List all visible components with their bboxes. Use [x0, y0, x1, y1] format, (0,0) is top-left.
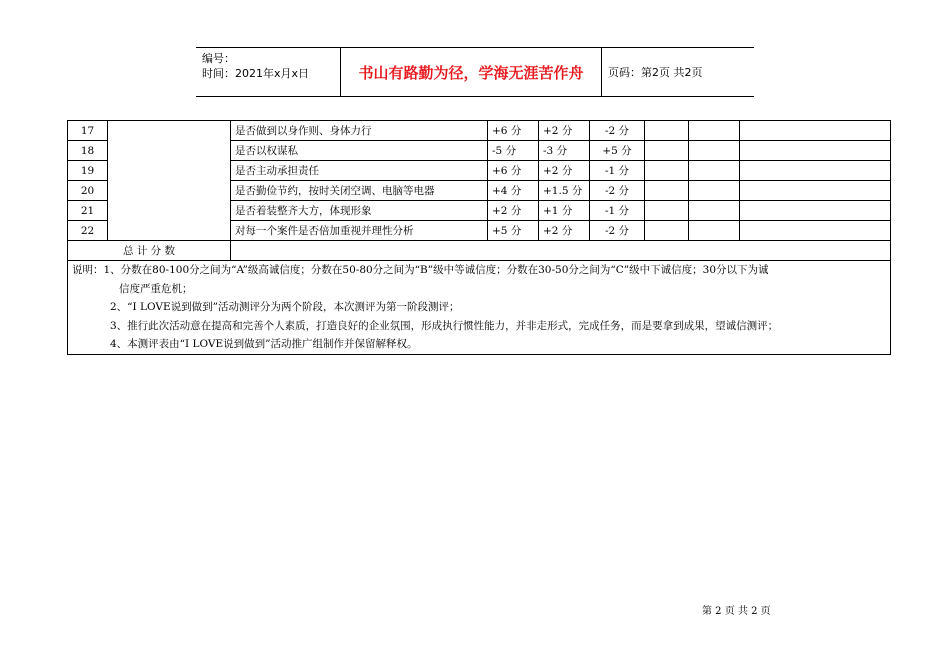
score-mid: +1.5 分 — [539, 181, 590, 201]
blank-cell — [645, 201, 689, 221]
blank-cell — [645, 121, 689, 141]
blank-cell — [689, 221, 740, 241]
score-mid: -3 分 — [539, 141, 590, 161]
notes-row — [68, 261, 891, 355]
header-meta — [202, 51, 337, 81]
total-label: 总 计 分 数 — [68, 241, 231, 261]
score-low: +5 分 — [590, 141, 645, 161]
total-value-cell — [231, 241, 891, 261]
row-item: 是否主动承担责任 — [231, 161, 488, 181]
header-divider — [601, 48, 602, 96]
blank-cell — [689, 121, 740, 141]
blank-cell — [689, 141, 740, 161]
blank-cell — [740, 221, 891, 241]
score-high: +6 分 — [488, 161, 539, 181]
note-3: 3、推行此次活动意在提高和完善个人素质，打造良好的企业氛围，形成执行惯性能力，并非走形式，完成任务，而是要拿到成果，望诚信测评； — [110, 319, 779, 332]
score-high: +2 分 — [488, 201, 539, 221]
score-high: +5 分 — [488, 221, 539, 241]
row-number: 22 — [68, 221, 108, 241]
row-item: 是否勤俭节约，按时关闭空调、电脑等电器 — [231, 181, 488, 201]
blank-cell — [689, 161, 740, 181]
page-footer: 第 2 页 共 2 页 — [702, 606, 771, 617]
score-mid: +2 分 — [539, 121, 590, 141]
note-1-continued: 信度严重危机； — [119, 282, 193, 295]
score-low: -2 分 — [590, 221, 645, 241]
row-number: 17 — [68, 121, 108, 141]
header-code: 编号： — [202, 52, 235, 65]
notes-cell — [68, 261, 891, 355]
header-time: 时间：2021年x月x日 — [202, 67, 310, 80]
row-number: 18 — [68, 141, 108, 161]
category-cell — [108, 121, 231, 241]
row-item: 是否以权谋私 — [231, 141, 488, 161]
score-low: -2 分 — [590, 121, 645, 141]
note-4: 4、本测评表由“I LOVE说到做到”活动推广组制作并保留解释权。 — [110, 338, 418, 350]
score-mid: +1 分 — [539, 201, 590, 221]
row-item: 对每一个案件是否倍加重视并理性分析 — [231, 221, 488, 241]
note-2: 2、“I LOVE说到做到”活动测评分为两个阶段，本次测评为第一阶段测评； — [110, 301, 460, 313]
score-low: -1 分 — [590, 161, 645, 181]
table-row — [68, 121, 891, 141]
row-item: 是否着装整齐大方，体现形象 — [231, 201, 488, 221]
header-page-number: 页码：第2页 共2页 — [608, 66, 703, 79]
blank-cell — [740, 141, 891, 161]
score-high: +6 分 — [488, 121, 539, 141]
score-mid: +2 分 — [539, 161, 590, 181]
blank-cell — [645, 221, 689, 241]
score-mid: +2 分 — [539, 221, 590, 241]
row-number: 19 — [68, 161, 108, 181]
blank-cell — [740, 201, 891, 221]
blank-cell — [689, 201, 740, 221]
blank-cell — [689, 181, 740, 201]
row-number: 21 — [68, 201, 108, 221]
blank-cell — [740, 181, 891, 201]
score-low: -2 分 — [590, 181, 645, 201]
row-item: 是否做到以身作则、身体力行 — [231, 121, 488, 141]
score-high: +4 分 — [488, 181, 539, 201]
blank-cell — [740, 121, 891, 141]
note-1: 说明：1、分数在80-100分之间为“A”级高诚信度；分数在50-80分之间为“B”级中等诚信度；分数在30-50分之间为“C”级中下诚信度；30分以下为诚 — [72, 264, 769, 276]
evaluation-table — [67, 120, 891, 355]
score-low: -1 分 — [590, 201, 645, 221]
header-motto: 书山有路勤为径，学海无涯苦作舟 — [358, 63, 584, 82]
score-high: -5 分 — [488, 141, 539, 161]
row-number: 20 — [68, 181, 108, 201]
total-row — [68, 241, 891, 261]
blank-cell — [740, 161, 891, 181]
page-header — [196, 47, 754, 97]
blank-cell — [645, 141, 689, 161]
blank-cell — [645, 181, 689, 201]
blank-cell — [645, 161, 689, 181]
